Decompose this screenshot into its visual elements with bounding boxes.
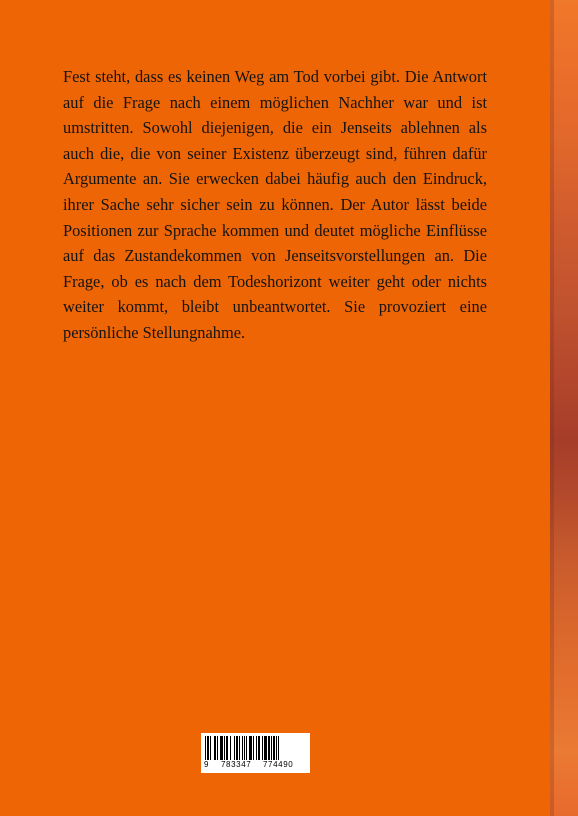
barcode-right-group: 774490 — [263, 760, 294, 769]
barcode-bars — [205, 736, 306, 760]
barcode-digits — [201, 760, 310, 770]
barcode-left-group: 783347 — [221, 760, 252, 769]
blurb-text: Fest steht, dass es keinen Weg am Tod vorbei gibt. Die Antwort auf die Frage nach einem möglichen Nachher war und ist umstritten. Sowohl diejenigen, die ein Jenseits ablehnen als auch die, die von seiner Existenz überzeugt sind, führen dafür Argumente an. Sie erwecken dabei häufig auch den Eindruck, ihrer Sache sehr sicher sein zu können. Der Autor lässt beide Positionen zur Sprache kommen und deutet mögliche Einflüsse auf das Zustandekommen von Jenseitsvorstellungen an. Die Frage, ob es nach dem Todeshorizont weiter geht oder nichts weiter kommt, bleibt unbeantwortet. Sie provoziert eine persönliche Stellungnahme. — [63, 67, 487, 342]
spine-photo-strip — [550, 0, 578, 816]
isbn-barcode — [201, 733, 310, 773]
barcode-lead-digit: 9 — [204, 760, 209, 769]
